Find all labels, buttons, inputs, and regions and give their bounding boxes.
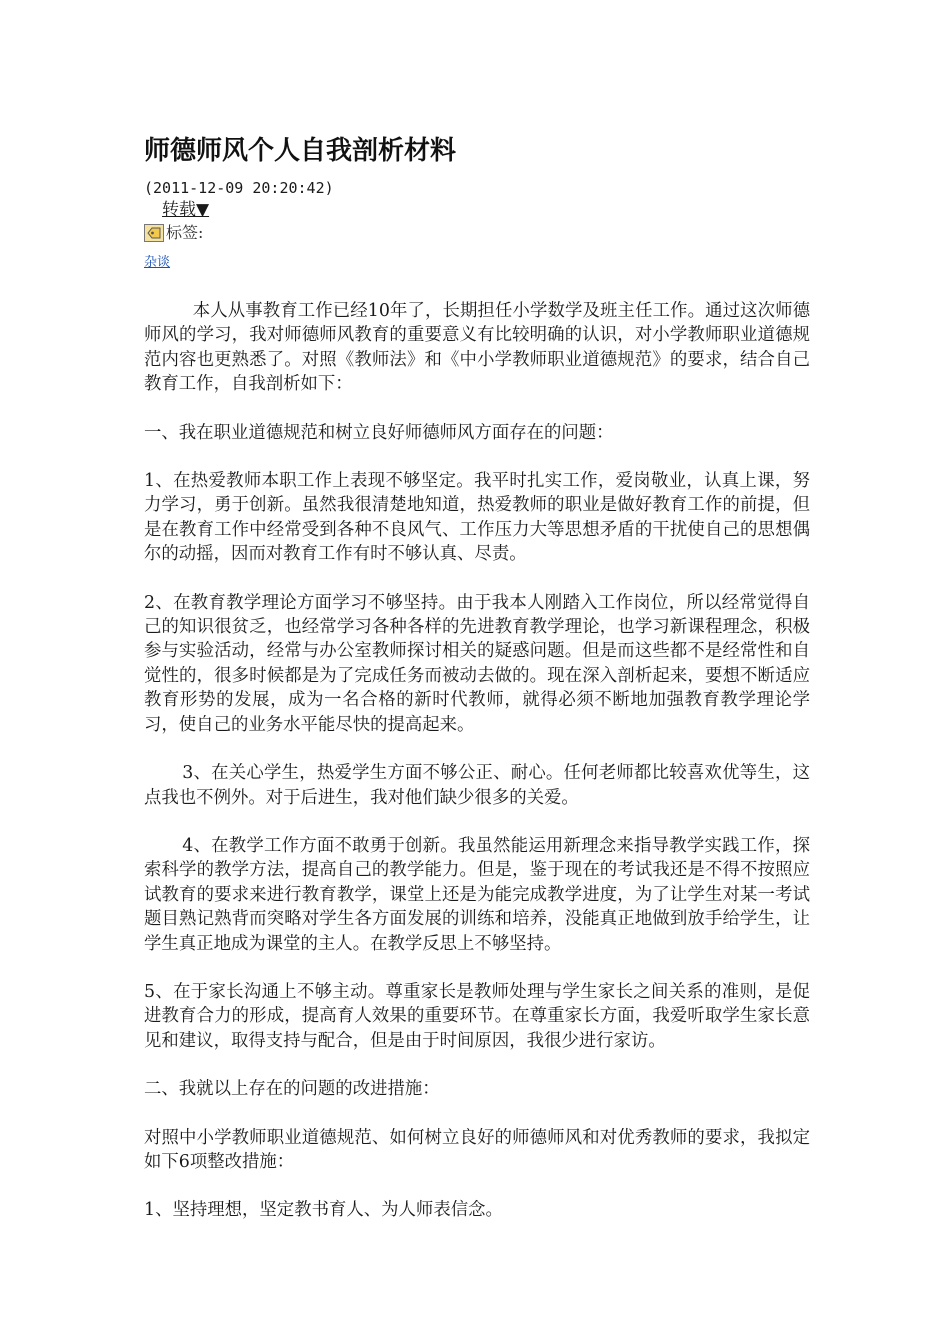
paragraph: 1、坚持理想，坚定教书育人、为人师表信念。	[144, 1200, 503, 1221]
paragraph: 3、在关心学生，热爱学生方面不够公正、耐心。任何老师都比较喜欢优等生，这点我也不例外。对于后进生，我对他们缺少很多的关爱。	[144, 763, 810, 808]
post-date: (2011-12-09 20:20:42)	[144, 179, 334, 197]
tag-icon	[144, 224, 164, 242]
article-body	[144, 299, 810, 1223]
tags-row	[144, 222, 810, 244]
paragraph: 1、在热爱教师本职工作上表现不够坚定。我平时扎实工作，爱岗敬业，认真上课，努力学习，勇于创新。虽然我很清楚地知道，热爱教师的职业是做好教育工作的前提，但是在教育工作中经常受到各种不良风气、工作压力大等思想矛盾的干扰使自己的思想偶尔的动摇，因而对教育工作有时不够认真、尽责。	[144, 471, 810, 565]
article-title: 师德师风个人自我剖析材料	[144, 136, 457, 166]
section-heading: 一、我在职业道德规范和树立良好师德师风方面存在的问题：	[144, 422, 614, 443]
tags-label: 标签:	[166, 223, 204, 242]
article	[144, 132, 810, 1247]
tag-link[interactable]: 杂谈	[144, 255, 171, 270]
paragraph: 对照中小学教师职业道德规范、如何树立良好的师德师风和对优秀教师的要求，我拟定如下6项整改措施：	[144, 1127, 810, 1172]
paragraph: 4、在教学工作方面不敢勇于创新。我虽然能运用新理念来指导教学实践工作，探索科学的教学方法，提高自己的教学能力。但是，鉴于现在的考试我还是不得不按照应试教育的要求来进行教育教学，课堂上还是为能完成教学进度，为了让学生对某一考试题目熟记熟背而突略对学生各方面发展的训练和培养，没能真正地做到放手给学生，让学生真正地成为课堂的主人。在教学反思上不够坚持。	[144, 835, 810, 954]
repost-button[interactable]: 转载▼	[162, 200, 210, 220]
paragraph: 5、在于家长沟通上不够主动。尊重家长是教师处理与学生家长之间关系的准则，是促进教育合力的形成，提高育人效果的重要环节。在尊重家长方面，我爱听取学生家长意见和建议，取得支持与配合，但是由于时间原因，我很少进行家访。	[144, 981, 810, 1051]
paragraph: 2、在教育教学理论方面学习不够坚持。由于我本人刚踏入工作岗位，所以经常觉得自己的知识很贫乏，也经常学习各种各样的先进教育教学理论，也学习新课程理念，积极参与实验活动，经常与办公室教师探讨相关的疑惑问题。但是而这些都不是经常性和自觉性的，很多时候都是为了完成任务而被动去做的。现在深入剖析起来，要想不断适应教育形势的发展，成为一名合格的新时代教师，就得必须不断地加强教育教学理论学习，使自己的业务水平能尽快的提高起来。	[144, 592, 810, 735]
section-heading: 二、我就以上存在的问题的改进措施：	[144, 1079, 440, 1100]
paragraph: 本人从事教育工作已经10年了，长期担任小学数学及班主任工作。通过这次师德师风的学习，我对师德师风教育的重要意义有比较明确的认识，对小学教师职业道德规范内容也更熟悉了。对照《教师法》和《中小学教师职业道德规范》的要求，结合自己教育工作，自我剖析如下：	[144, 301, 810, 395]
